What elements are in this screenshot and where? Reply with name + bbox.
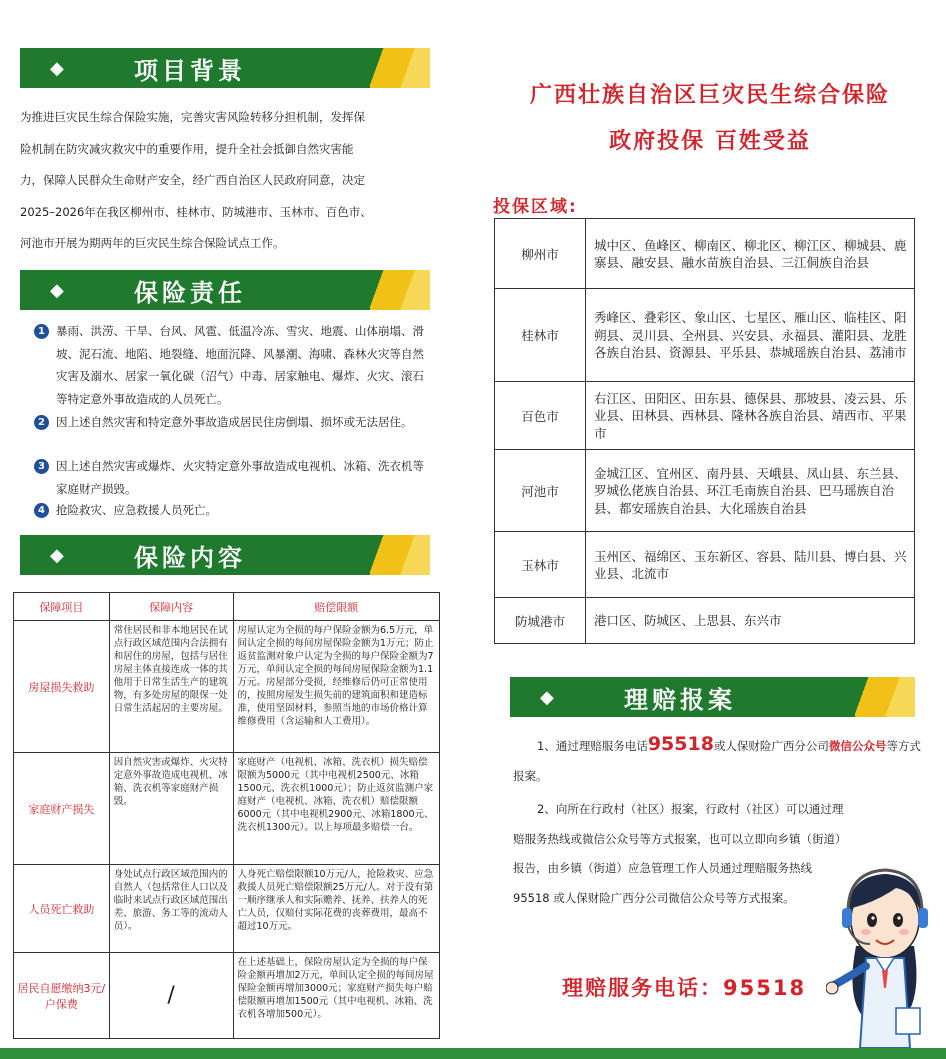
claim-text: 或人保财险广西分公司 [713,739,829,753]
claim-section-banner [510,677,915,717]
table-row [495,219,915,289]
coverage-area-table [494,218,915,644]
diamond-icon: ◆ [540,686,554,708]
duty-item [34,411,434,434]
duty-item [34,499,434,522]
district-cell: 右江区、田阳区、田东县、德保县、那坡县、凌云县、乐业县、田林县、西林县、隆林各族自治县、靖西市、平果市 [586,382,915,450]
table-header-row [14,593,440,621]
city-cell: 柳州市 [495,219,586,289]
table-row [495,450,915,532]
table-row [495,598,915,644]
district-cell: 港口区、防城区、上思县、东兴市 [586,598,915,644]
table-header-cell: 保障项目 [14,593,110,621]
duty-section-title: 保险责任 [134,278,246,307]
claim-text: 等方式报案。 [513,739,921,783]
duty-item-text: 因上述自然灾害和特定意外事故造成居民住房倒塌、损坏或无法居住。 [56,415,413,429]
page-subtitle: 政府投保 百姓受益 [609,129,811,154]
background-section-banner [20,48,430,88]
city-cell: 河池市 [495,450,586,532]
coverage-limit: 在上述基础上，保险房屋认定为全损的每户保险金额再增加2万元，单间认定全损的每间房屋保险金额再增加3000元；家庭财产损失每户赔偿限额再增加1500元（其中电视机、冰箱、洗衣机各增加500元）。 [233,953,440,1039]
number-badge-icon: 2 [34,415,49,430]
duty-item-text: 因上述自然灾害或爆炸、火灾特定意外事故造成电视机、冰箱、洗衣机等家庭财产损毁。 [56,459,424,496]
coverage-content: / [109,953,233,1039]
background-paragraph [20,102,440,260]
coverage-item: 家庭财产损失 [14,753,110,865]
city-cell: 防城港市 [495,598,586,644]
diamond-icon: ◆ [50,279,64,301]
district-cell: 玉州区、福绵区、玉东新区、容县、陆川县、博白县、兴业县、北流市 [586,532,915,598]
table-header-cell: 赔偿限额 [233,593,440,621]
district-cell: 城中区、鱼峰区、柳南区、柳北区、柳江区、柳城县、鹿寨县、融安县、融水苗族自治县、三江侗族自治县 [586,219,915,289]
claim-section-title: 理赔报案 [624,685,736,714]
coverage-table [13,592,440,1039]
claim-text: 1、通过理赔服务电话 [537,739,648,753]
phone-number: 95518 [647,733,714,755]
coverage-content: 身处试点行政区域范围内的自然人（包括常住人口以及临时来试点行政区域范围出差、旅游、务工等的流动人员）。 [109,865,233,953]
content-section-title: 保险内容 [134,543,246,572]
table-row [495,289,915,382]
coverage-item: 人员死亡救助 [14,865,110,953]
duty-section-banner [20,270,430,310]
background-line: 险机制在防灾减灾救灾中的重要作用，提升全社会抵御自然灾害能 [20,141,354,156]
diamond-icon: ◆ [50,544,64,566]
background-line: 为推进巨灾民生综合保险实施，完善灾害风险转移分担机制，发挥保 [20,110,365,124]
hotline-text: 理赔服务电话：95518 [562,976,807,1000]
coverage-limit: 人身死亡赔偿限额10万元/人，抢险救灾、应急救援人员死亡赔偿限额25万元/人。对于没有第一顺序继承人和实际赡养、抚养、扶养人的死亡人员，仅赔付实际花费的丧葬费用，最高不超过10万元。 [233,865,440,953]
background-line: 河池市开展为期两年的巨灾民生综合保险试点工作。 [20,236,285,250]
customer-service-agent-illustration [826,858,944,1053]
bottom-green-bar [0,1048,946,1059]
table-row [14,621,440,753]
duty-item-text: 暴雨、洪涝、干旱、台风、风雹、低温冷冻、雪灾、地震、山体崩塌、滑坡、泥石流、地陷、地裂缝、地面沉降、风暴潮、海啸、森林火灾等自然灾害及溺水、居家一氧化碳（沼气）中毒、居家触电、爆炸、火灾、滚石等特定意外事故造成的人员死亡。 [56,324,424,407]
page-title: 广西壮族自治区巨灾民生综合保险 [529,83,890,108]
wechat-highlight: 微信公众号 [828,739,887,753]
coverage-item: 房屋损失救助 [14,621,110,753]
district-cell: 金城江区、宜州区、南丹县、天峨县、凤山县、东兰县、罗城仫佬族自治县、环江毛南族自治县、巴马瑶族自治县、都安瑶族自治县、大化瑶族自治县 [586,450,915,532]
duty-item [34,455,434,500]
number-badge-icon: 3 [34,459,49,474]
claim-paragraph-1 [513,730,923,791]
coverage-content: 常住居民和非本地居民在试点行政区域范围内合法拥有和居住的房屋，包括与居住房屋主体直接连成一体的其他用于日常生活生产的建筑物，有多处房屋的限保一处日常生活起居的主要房屋。 [109,621,233,753]
diamond-icon: ◆ [50,57,64,79]
number-badge-icon: 4 [34,503,49,518]
area-label: 投保区域: [493,197,578,217]
table-row [14,953,440,1039]
table-row [14,865,440,953]
coverage-limit: 房屋认定为全损的每户保险金额为6.5万元，单间认定全损的每间房屋保险金额为1万元；防止返贫监测对象户认定为全损的每户保险金额为7万元，单间认定全损的每间房屋保险金额为1.1万元。房屋部分受损，经维修后仍可正常使用的，按照房屋发生损失前的建筑面积和建造标准，使用坚固材料，参照当地的市场价格计算维修费用（含运输和人工费用）。 [233,621,440,753]
table-row [495,382,915,450]
coverage-content: 因自然灾害或爆炸、火灾特定意外事故造成电视机、冰箱、洗衣机等家庭财产损毁。 [109,753,233,865]
city-cell: 百色市 [495,382,586,450]
claim-paragraph-2: 2、向所在行政村（社区）报案，行政村（社区）可以通过理赔服务热线或微信公众号等方式报案，也可以立即向乡镇（街道）报告，由乡镇（街道）应急管理工作人员通过理赔服务热线 95518 或人保财险广西分公司微信公众号等方式报案。 [513,802,847,905]
background-line: 2025–2026年在我区柳州市、桂林市、防城港市、玉林市、百色市、 [20,204,372,219]
coverage-limit: 家庭财产（电视机、冰箱、洗衣机）损失赔偿限额为5000元（其中电视机2500元、冰箱1500元、洗衣机1000元）；防止返贫监测户家庭财产（电视机、冰箱、洗衣机）赔偿限额6000元（其中电视机2900元、冰箱1800元、洗衣机1300元）。以上每项最多赔偿一台。 [233,753,440,865]
table-header-cell: 保障内容 [109,593,233,621]
number-badge-icon: 1 [34,324,49,339]
coverage-item: 居民自愿缴纳3元/户保费 [14,953,110,1039]
table-row [495,532,915,598]
background-section-title: 项目背景 [134,56,246,85]
content-section-banner [20,535,430,575]
background-line: 力，保障人民群众生命财产安全，经广西自治区人民政府同意，决定 [20,173,365,187]
city-cell: 桂林市 [495,289,586,382]
district-cell: 秀峰区、叠彩区、象山区、七星区、雁山区、临桂区、阳朔县、灵川县、全州县、兴安县、永福县、灌阳县、龙胜各族自治县、资源县、平乐县、恭城瑶族自治县、荔浦市 [586,289,915,382]
duty-item-text: 抢险救灾、应急救援人员死亡。 [56,503,217,517]
duty-item [34,320,434,411]
city-cell: 玉林市 [495,532,586,598]
table-row [14,753,440,865]
